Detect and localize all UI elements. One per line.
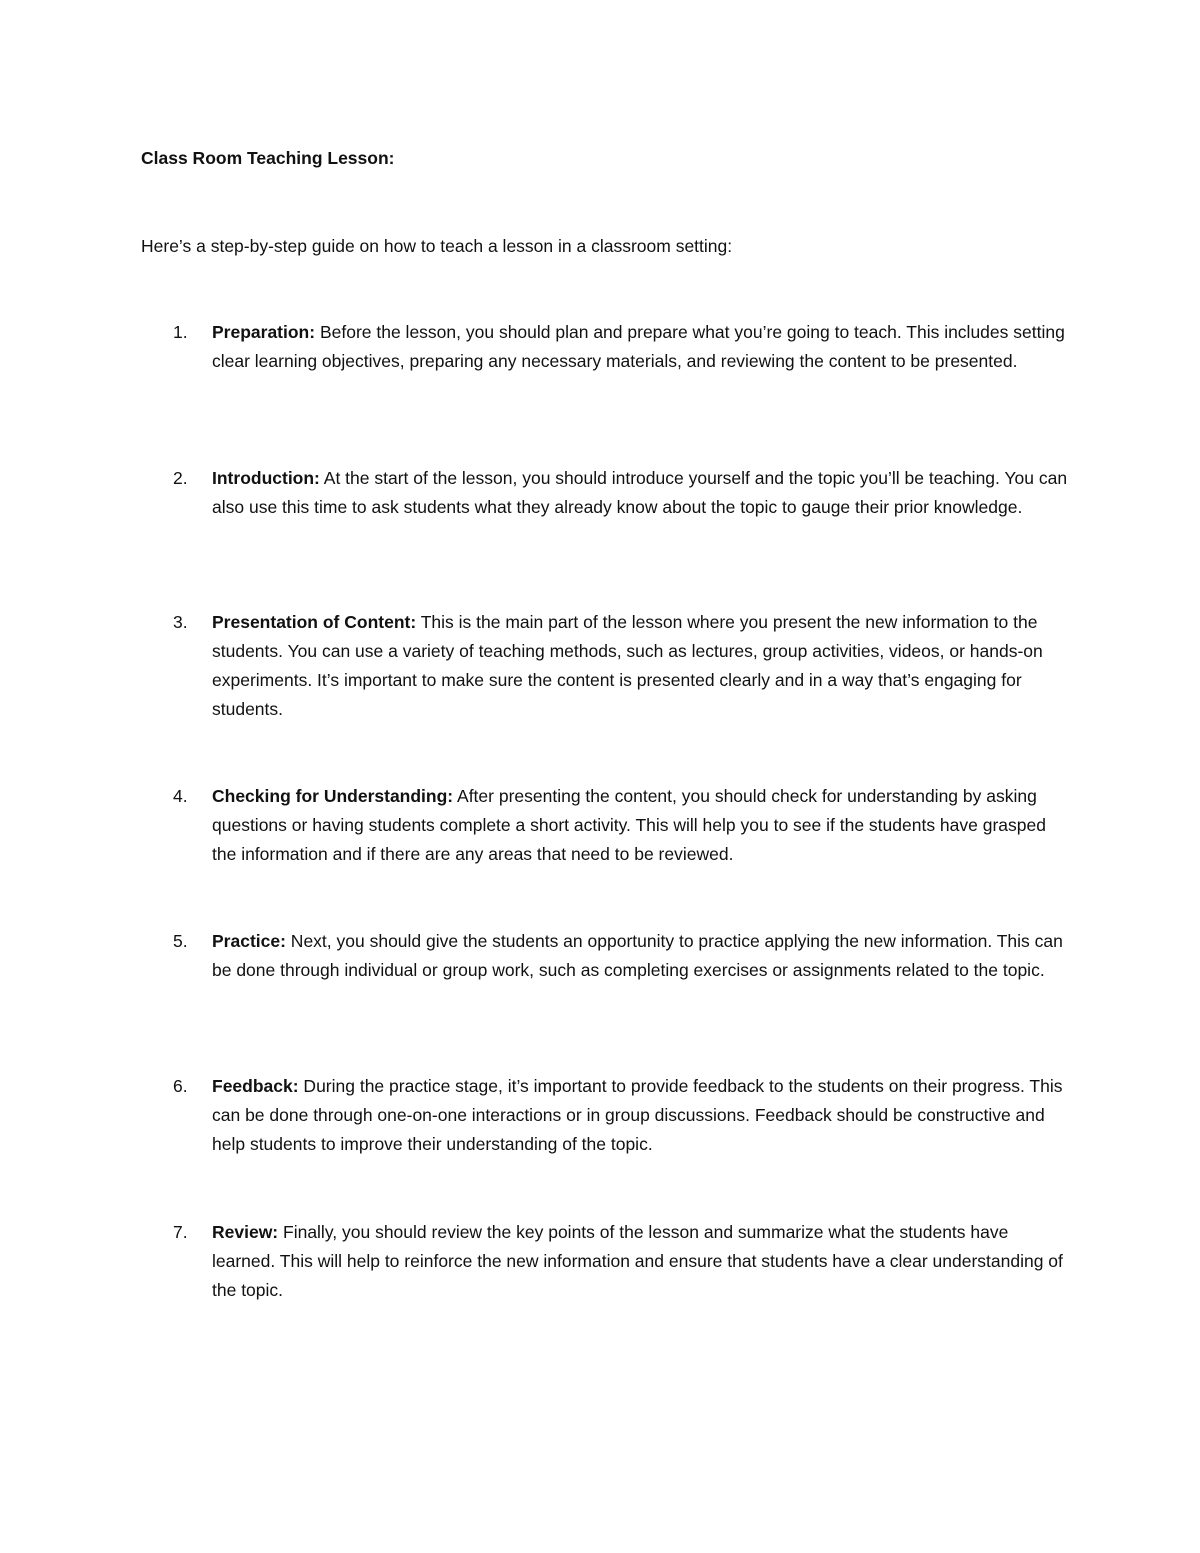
step-label: Checking for Understanding: (212, 786, 454, 806)
step-body: Next, you should give the students an opportunity to practice applying the new information. This can be done through individual or group work, such as completing exercises or assignments related to the topic. (212, 931, 1063, 980)
step-number: 5. (173, 931, 188, 951)
step-body: After presenting the content, you should check for understanding by asking questions or having students complete a short activity. This will help you to see if the students have grasped the information and if there are any areas that need to be reviewed. (212, 786, 1046, 864)
step-text (212, 1218, 1072, 1305)
step-label: Practice: (212, 931, 286, 951)
step-body: Before the lesson, you should plan and prepare what you’re going to teach. This includes setting clear learning objectives, preparing any necessary materials, and reviewing the content to be presented. (212, 322, 1065, 371)
intro-paragraph: Here’s a step-by-step guide on how to teach a lesson in a classroom setting: (141, 236, 733, 256)
step-label: Introduction: (212, 468, 320, 488)
page-title: Class Room Teaching Lesson: (141, 148, 395, 168)
step-number: 1. (173, 322, 188, 342)
step-body: This is the main part of the lesson where you present the new information to the students. You can use a variety of teaching methods, such as lectures, group activities, videos, or hands-on experiments. It’s important to make sure the content is presented clearly and in a way that’s engaging for students. (212, 612, 1043, 719)
step-number: 7. (173, 1222, 188, 1242)
step-body: Finally, you should review the key points of the lesson and summarize what the students have learned. This will help to reinforce the new information and ensure that students have a clear understanding of the topic. (212, 1222, 1063, 1300)
step-number: 6. (173, 1076, 188, 1096)
step-body: During the practice stage, it’s important to provide feedback to the students on their progress. This can be done through one-on-one interactions or in group discussions. Feedback should be constructive and help students to improve their understanding of the topic. (212, 1076, 1063, 1154)
step-text (212, 464, 1072, 522)
step-text (212, 318, 1072, 376)
step-text (212, 782, 1072, 869)
step-text (212, 927, 1072, 985)
step-label: Feedback: (212, 1076, 299, 1096)
step-text (212, 1072, 1072, 1159)
step-number: 4. (173, 786, 188, 806)
step-body: At the start of the lesson, you should introduce yourself and the topic you’ll be teaching. You can also use this time to ask students what they already know about the topic to gauge their prior knowledge. (212, 468, 1068, 517)
step-label: Review: (212, 1222, 279, 1242)
step-number: 3. (173, 612, 188, 632)
step-label: Presentation of Content: (212, 612, 417, 632)
step-label: Preparation: (212, 322, 316, 342)
step-number: 2. (173, 468, 188, 488)
step-text (212, 608, 1072, 724)
